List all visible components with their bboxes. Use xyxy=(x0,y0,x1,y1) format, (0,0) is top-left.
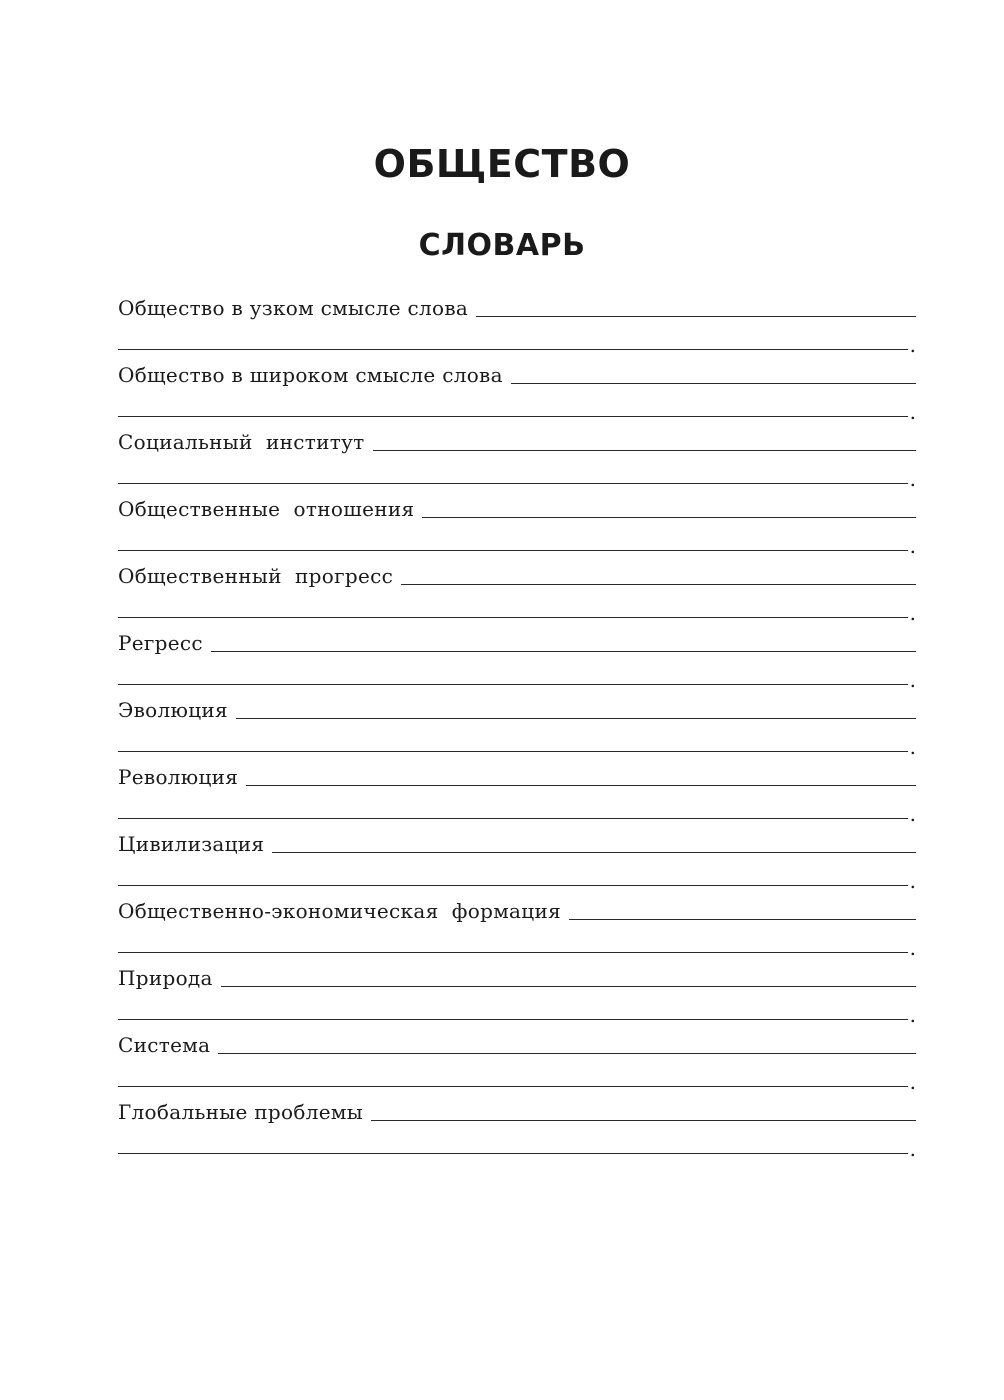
definition-blank-line[interactable] xyxy=(118,1153,908,1154)
line-end-period: . xyxy=(909,802,916,826)
glossary-entry xyxy=(118,695,916,762)
glossary-term: Природа xyxy=(118,966,213,990)
line-end-period: . xyxy=(909,668,916,692)
term-row xyxy=(118,494,916,521)
term-row xyxy=(118,561,916,588)
definition-blank-line[interactable] xyxy=(118,1019,908,1020)
continuation-row xyxy=(118,1070,916,1092)
continuation-row xyxy=(118,400,916,422)
term-row xyxy=(118,896,916,923)
glossary-term: Общественный прогресс xyxy=(118,564,394,588)
continuation-row xyxy=(118,467,916,489)
definition-blank-line[interactable] xyxy=(211,651,916,652)
term-row xyxy=(118,628,916,655)
continuation-row xyxy=(118,534,916,556)
term-row xyxy=(118,963,916,990)
term-row xyxy=(118,360,916,387)
glossary-term: Общественно-экономическая формация xyxy=(118,899,561,923)
line-end-period: . xyxy=(909,1003,916,1027)
continuation-row xyxy=(118,333,916,355)
definition-blank-line[interactable] xyxy=(118,818,908,819)
glossary-term: Общество в широком смысле слова xyxy=(118,363,503,387)
glossary-term: Социальный институт xyxy=(118,430,365,454)
definition-blank-line[interactable] xyxy=(272,852,916,853)
glossary-entry xyxy=(118,829,916,896)
definition-blank-line[interactable] xyxy=(569,919,916,920)
glossary-entry xyxy=(118,360,916,427)
glossary-term: Регресс xyxy=(118,631,203,655)
term-row xyxy=(118,1097,916,1124)
definition-blank-line[interactable] xyxy=(118,952,908,953)
definition-blank-line[interactable] xyxy=(118,751,908,752)
glossary-entry xyxy=(118,896,916,963)
continuation-row xyxy=(118,936,916,958)
continuation-row xyxy=(118,1137,916,1159)
page-title: ОБЩЕСТВО xyxy=(373,142,631,186)
line-end-period: . xyxy=(909,534,916,558)
continuation-row xyxy=(118,601,916,623)
term-row xyxy=(118,427,916,454)
glossary-term: Общество в узком смысле слова xyxy=(118,296,469,320)
section-title: СЛОВАРЬ xyxy=(418,228,586,263)
definition-blank-line[interactable] xyxy=(118,684,908,685)
definition-blank-line[interactable] xyxy=(118,550,908,551)
glossary-term: Система xyxy=(118,1033,211,1057)
glossary-term: Цивилизация xyxy=(118,832,265,856)
definition-blank-line[interactable] xyxy=(118,1086,908,1087)
definition-blank-line[interactable] xyxy=(511,383,916,384)
line-end-period: . xyxy=(909,467,916,491)
glossary-term: Эволюция xyxy=(118,698,228,722)
glossary-entry xyxy=(118,1030,916,1097)
definition-blank-line[interactable] xyxy=(118,483,908,484)
continuation-row xyxy=(118,1003,916,1025)
glossary-term: Глобальные проблемы xyxy=(118,1100,363,1124)
line-end-period: . xyxy=(909,333,916,357)
glossary-term: Общественные отношения xyxy=(118,497,415,521)
definition-blank-line[interactable] xyxy=(218,1053,916,1054)
continuation-row xyxy=(118,802,916,824)
glossary-entry xyxy=(118,762,916,829)
term-row xyxy=(118,293,916,320)
definition-blank-line[interactable] xyxy=(476,316,916,317)
definition-blank-line[interactable] xyxy=(236,718,916,719)
glossary-term: Революция xyxy=(118,765,239,789)
definition-blank-line[interactable] xyxy=(373,450,917,451)
definition-blank-line[interactable] xyxy=(371,1120,916,1121)
glossary-entry xyxy=(118,293,916,360)
line-end-period: . xyxy=(909,400,916,424)
line-end-period: . xyxy=(909,869,916,893)
glossary-entry xyxy=(118,628,916,695)
definition-blank-line[interactable] xyxy=(422,517,916,518)
term-row xyxy=(118,762,916,789)
definition-blank-line[interactable] xyxy=(221,986,916,987)
definition-blank-line[interactable] xyxy=(401,584,916,585)
glossary-entry xyxy=(118,427,916,494)
definition-blank-line[interactable] xyxy=(118,885,908,886)
glossary-entry xyxy=(118,1097,916,1164)
term-row xyxy=(118,829,916,856)
definition-blank-line[interactable] xyxy=(118,349,908,350)
line-end-period: . xyxy=(909,1137,916,1161)
continuation-row xyxy=(118,735,916,757)
continuation-row xyxy=(118,869,916,891)
definition-blank-line[interactable] xyxy=(118,617,908,618)
term-row xyxy=(118,1030,916,1057)
definition-blank-line[interactable] xyxy=(246,785,916,786)
definition-blank-line[interactable] xyxy=(118,416,908,417)
glossary-list xyxy=(118,293,916,1164)
line-end-period: . xyxy=(909,735,916,759)
glossary-entry xyxy=(118,963,916,1030)
continuation-row xyxy=(118,668,916,690)
line-end-period: . xyxy=(909,1070,916,1094)
line-end-period: . xyxy=(909,601,916,625)
line-end-period: . xyxy=(909,936,916,960)
term-row xyxy=(118,695,916,722)
glossary-entry xyxy=(118,494,916,561)
glossary-entry xyxy=(118,561,916,628)
